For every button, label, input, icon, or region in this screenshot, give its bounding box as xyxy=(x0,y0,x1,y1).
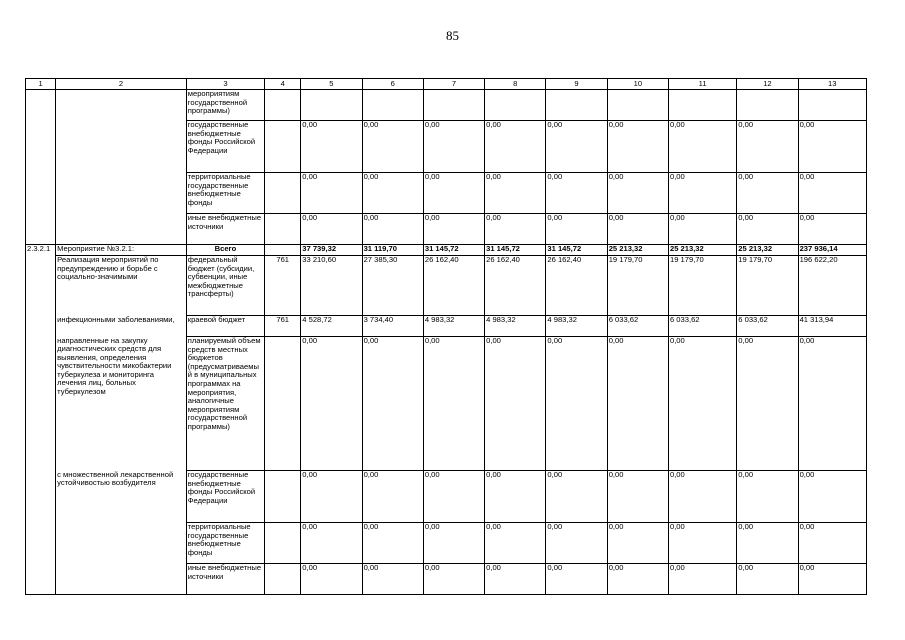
table-cell xyxy=(265,523,301,564)
header-cell: 5 xyxy=(301,79,362,90)
table-cell: 0,00 xyxy=(485,471,546,523)
table-cell: Всего xyxy=(186,245,264,256)
header-cell: 2 xyxy=(56,79,187,90)
table-cell xyxy=(362,90,423,121)
table-cell xyxy=(56,121,187,173)
table-cell: 0,00 xyxy=(798,214,866,245)
table-cell xyxy=(56,523,187,564)
table-cell: 2.3.2.1 xyxy=(26,245,56,256)
table-cell xyxy=(265,245,301,256)
table-cell: 0,00 xyxy=(546,214,607,245)
table-cell: 0,00 xyxy=(668,471,736,523)
table-row xyxy=(26,173,867,214)
table-cell: 6 033,62 xyxy=(607,316,668,337)
table-cell: 0,00 xyxy=(546,173,607,214)
table-cell: федеральный бюджет (субсидии, субвенции, иные межбюджетные трансферты) xyxy=(186,256,264,316)
table-cell: территориальные государственные внебюджетные фонды xyxy=(186,523,264,564)
table-cell: направленные на закупку диагностических средств для выявления, определения чувствительности микобактерии туберкулеза и мониторинга лечения лиц, больных туберкулезом xyxy=(56,337,187,471)
table-cell: 0,00 xyxy=(737,214,798,245)
table-cell: 0,00 xyxy=(423,121,484,173)
table-cell xyxy=(265,121,301,173)
table-cell: 0,00 xyxy=(546,121,607,173)
table-cell: 0,00 xyxy=(668,337,736,471)
table-cell: 26 162,40 xyxy=(485,256,546,316)
table-cell xyxy=(265,564,301,595)
table-cell: 0,00 xyxy=(362,337,423,471)
table-cell xyxy=(26,90,56,121)
table-cell: 761 xyxy=(265,316,301,337)
table-cell: 19 179,70 xyxy=(607,256,668,316)
table-row xyxy=(26,316,867,337)
table-cell: 0,00 xyxy=(423,564,484,595)
table-cell: 0,00 xyxy=(362,214,423,245)
table-cell: 0,00 xyxy=(668,173,736,214)
table-row xyxy=(26,337,867,471)
table-cell: 0,00 xyxy=(798,173,866,214)
table-cell xyxy=(26,256,56,316)
table-cell: 0,00 xyxy=(798,337,866,471)
table-cell: 6 033,62 xyxy=(668,316,736,337)
budget-table xyxy=(25,78,867,595)
table-cell: 0,00 xyxy=(737,523,798,564)
header-cell: 6 xyxy=(362,79,423,90)
table-cell xyxy=(26,337,56,471)
table-cell: 0,00 xyxy=(485,173,546,214)
header-cell: 9 xyxy=(546,79,607,90)
table-cell xyxy=(265,173,301,214)
table-cell: 0,00 xyxy=(362,173,423,214)
table-cell: 3 734,40 xyxy=(362,316,423,337)
header-cell: 1 xyxy=(26,79,56,90)
table-cell: 0,00 xyxy=(798,523,866,564)
header-cell: 3 xyxy=(186,79,264,90)
table-cell: Мероприятие №3.2.1: xyxy=(56,245,187,256)
table-cell: 0,00 xyxy=(607,471,668,523)
table-cell: 0,00 xyxy=(301,471,362,523)
table-cell: 0,00 xyxy=(798,471,866,523)
table-cell xyxy=(26,173,56,214)
table-cell: 0,00 xyxy=(423,173,484,214)
table-cell: 26 162,40 xyxy=(423,256,484,316)
table-cell: 37 739,32 xyxy=(301,245,362,256)
table-cell: 0,00 xyxy=(668,523,736,564)
table-cell: 0,00 xyxy=(301,337,362,471)
table-cell: 0,00 xyxy=(301,214,362,245)
table-cell: 4 983,32 xyxy=(423,316,484,337)
table-cell: 25 213,32 xyxy=(737,245,798,256)
table-cell: 0,00 xyxy=(737,121,798,173)
table-cell: 4 983,32 xyxy=(546,316,607,337)
header-cell: 4 xyxy=(265,79,301,90)
table-cell: 0,00 xyxy=(423,523,484,564)
table-cell: Реализация мероприятий по предупреждению и борьбе с социально-значимыми xyxy=(56,256,187,316)
table-header-row xyxy=(26,79,867,90)
table-cell: инфекционными заболеваниями, xyxy=(56,316,187,337)
table-cell: территориальные государственные внебюджетные фонды xyxy=(186,173,264,214)
table-cell xyxy=(26,523,56,564)
table-row xyxy=(26,471,867,523)
table-cell: 0,00 xyxy=(485,121,546,173)
table-cell: 0,00 xyxy=(546,523,607,564)
table-cell: 0,00 xyxy=(546,471,607,523)
table-cell: 0,00 xyxy=(668,121,736,173)
table-cell xyxy=(26,121,56,173)
table-cell xyxy=(26,471,56,523)
table-cell: 0,00 xyxy=(737,173,798,214)
table-cell xyxy=(301,90,362,121)
page-number: 85 xyxy=(446,28,459,43)
table-cell: 0,00 xyxy=(301,121,362,173)
table-cell xyxy=(668,90,736,121)
table-cell: 0,00 xyxy=(485,564,546,595)
table-cell: 0,00 xyxy=(607,121,668,173)
table-cell xyxy=(423,90,484,121)
table-cell xyxy=(265,471,301,523)
table-cell: 0,00 xyxy=(737,564,798,595)
table-row xyxy=(26,564,867,595)
table-cell: 4 983,32 xyxy=(485,316,546,337)
table-cell: краевой бюджет xyxy=(186,316,264,337)
table-cell: 196 622,20 xyxy=(798,256,866,316)
table-cell xyxy=(26,564,56,595)
table-cell: 0,00 xyxy=(798,564,866,595)
table-cell: иные внебюджетные источники xyxy=(186,214,264,245)
table-cell: 31 145,72 xyxy=(423,245,484,256)
table-cell: планируемый объем средств местных бюджетов (предусматриваемый в муниципальных программах на мероприятия, аналогичные мероприятиям государственной программы) xyxy=(186,337,264,471)
table-cell: 0,00 xyxy=(607,523,668,564)
table-cell: 0,00 xyxy=(737,471,798,523)
table-cell: 27 385,30 xyxy=(362,256,423,316)
table-cell: государственные внебюджетные фонды Российской Федерации xyxy=(186,471,264,523)
table-cell xyxy=(265,90,301,121)
table-cell: 25 213,32 xyxy=(668,245,736,256)
table-row xyxy=(26,523,867,564)
table-row xyxy=(26,121,867,173)
table-cell: 0,00 xyxy=(607,337,668,471)
table-cell xyxy=(26,214,56,245)
table-cell: 0,00 xyxy=(362,523,423,564)
table-cell xyxy=(26,316,56,337)
header-cell: 7 xyxy=(423,79,484,90)
table-cell: 26 162,40 xyxy=(546,256,607,316)
table-row xyxy=(26,90,867,121)
table-cell: 0,00 xyxy=(362,121,423,173)
table-cell xyxy=(56,564,187,595)
table-cell xyxy=(56,90,187,121)
header-cell: 10 xyxy=(607,79,668,90)
table-cell: государственные внебюджетные фонды Российской Федерации xyxy=(186,121,264,173)
table-cell: 19 179,70 xyxy=(668,256,736,316)
table-cell: 6 033,62 xyxy=(737,316,798,337)
table-cell xyxy=(56,214,187,245)
table-cell: 0,00 xyxy=(301,564,362,595)
table-cell xyxy=(798,90,866,121)
header-cell: 11 xyxy=(668,79,736,90)
table-cell: 0,00 xyxy=(423,214,484,245)
table-cell: 31 119,70 xyxy=(362,245,423,256)
table-cell: 0,00 xyxy=(301,523,362,564)
table-cell: 0,00 xyxy=(546,337,607,471)
table-cell: 0,00 xyxy=(423,471,484,523)
table-cell: 0,00 xyxy=(485,214,546,245)
table-cell: 25 213,32 xyxy=(607,245,668,256)
table-cell: 33 210,60 xyxy=(301,256,362,316)
table-cell xyxy=(265,214,301,245)
table-cell: 761 xyxy=(265,256,301,316)
header-cell: 8 xyxy=(485,79,546,90)
table-cell: 0,00 xyxy=(668,214,736,245)
table-row xyxy=(26,214,867,245)
table-cell: 41 313,94 xyxy=(798,316,866,337)
table-cell xyxy=(737,90,798,121)
header-cell: 12 xyxy=(737,79,798,90)
table-cell: 31 145,72 xyxy=(546,245,607,256)
table-cell: 0,00 xyxy=(607,173,668,214)
table-cell xyxy=(56,173,187,214)
table-row xyxy=(26,256,867,316)
table-cell: 0,00 xyxy=(485,523,546,564)
table-cell: 0,00 xyxy=(485,337,546,471)
table-cell xyxy=(546,90,607,121)
table-cell: с множественной лекарственной устойчивостью возбудителя xyxy=(56,471,187,523)
table-cell: 0,00 xyxy=(362,471,423,523)
table-cell: 0,00 xyxy=(798,121,866,173)
table-cell: 0,00 xyxy=(607,214,668,245)
table-cell: 237 936,14 xyxy=(798,245,866,256)
table-cell xyxy=(607,90,668,121)
table-cell: 0,00 xyxy=(423,337,484,471)
table-cell: 0,00 xyxy=(607,564,668,595)
table-cell: 0,00 xyxy=(737,337,798,471)
table-cell xyxy=(265,337,301,471)
table-cell xyxy=(485,90,546,121)
table-cell: 4 528,72 xyxy=(301,316,362,337)
table-cell: мероприятиям государственной программы) xyxy=(186,90,264,121)
table-cell: 31 145,72 xyxy=(485,245,546,256)
table-cell: 19 179,70 xyxy=(737,256,798,316)
table-cell: 0,00 xyxy=(301,173,362,214)
table-cell: 0,00 xyxy=(546,564,607,595)
table-cell: иные внебюджетные источники xyxy=(186,564,264,595)
table-row xyxy=(26,245,867,256)
table-cell: 0,00 xyxy=(668,564,736,595)
header-cell: 13 xyxy=(798,79,866,90)
table-cell: 0,00 xyxy=(362,564,423,595)
